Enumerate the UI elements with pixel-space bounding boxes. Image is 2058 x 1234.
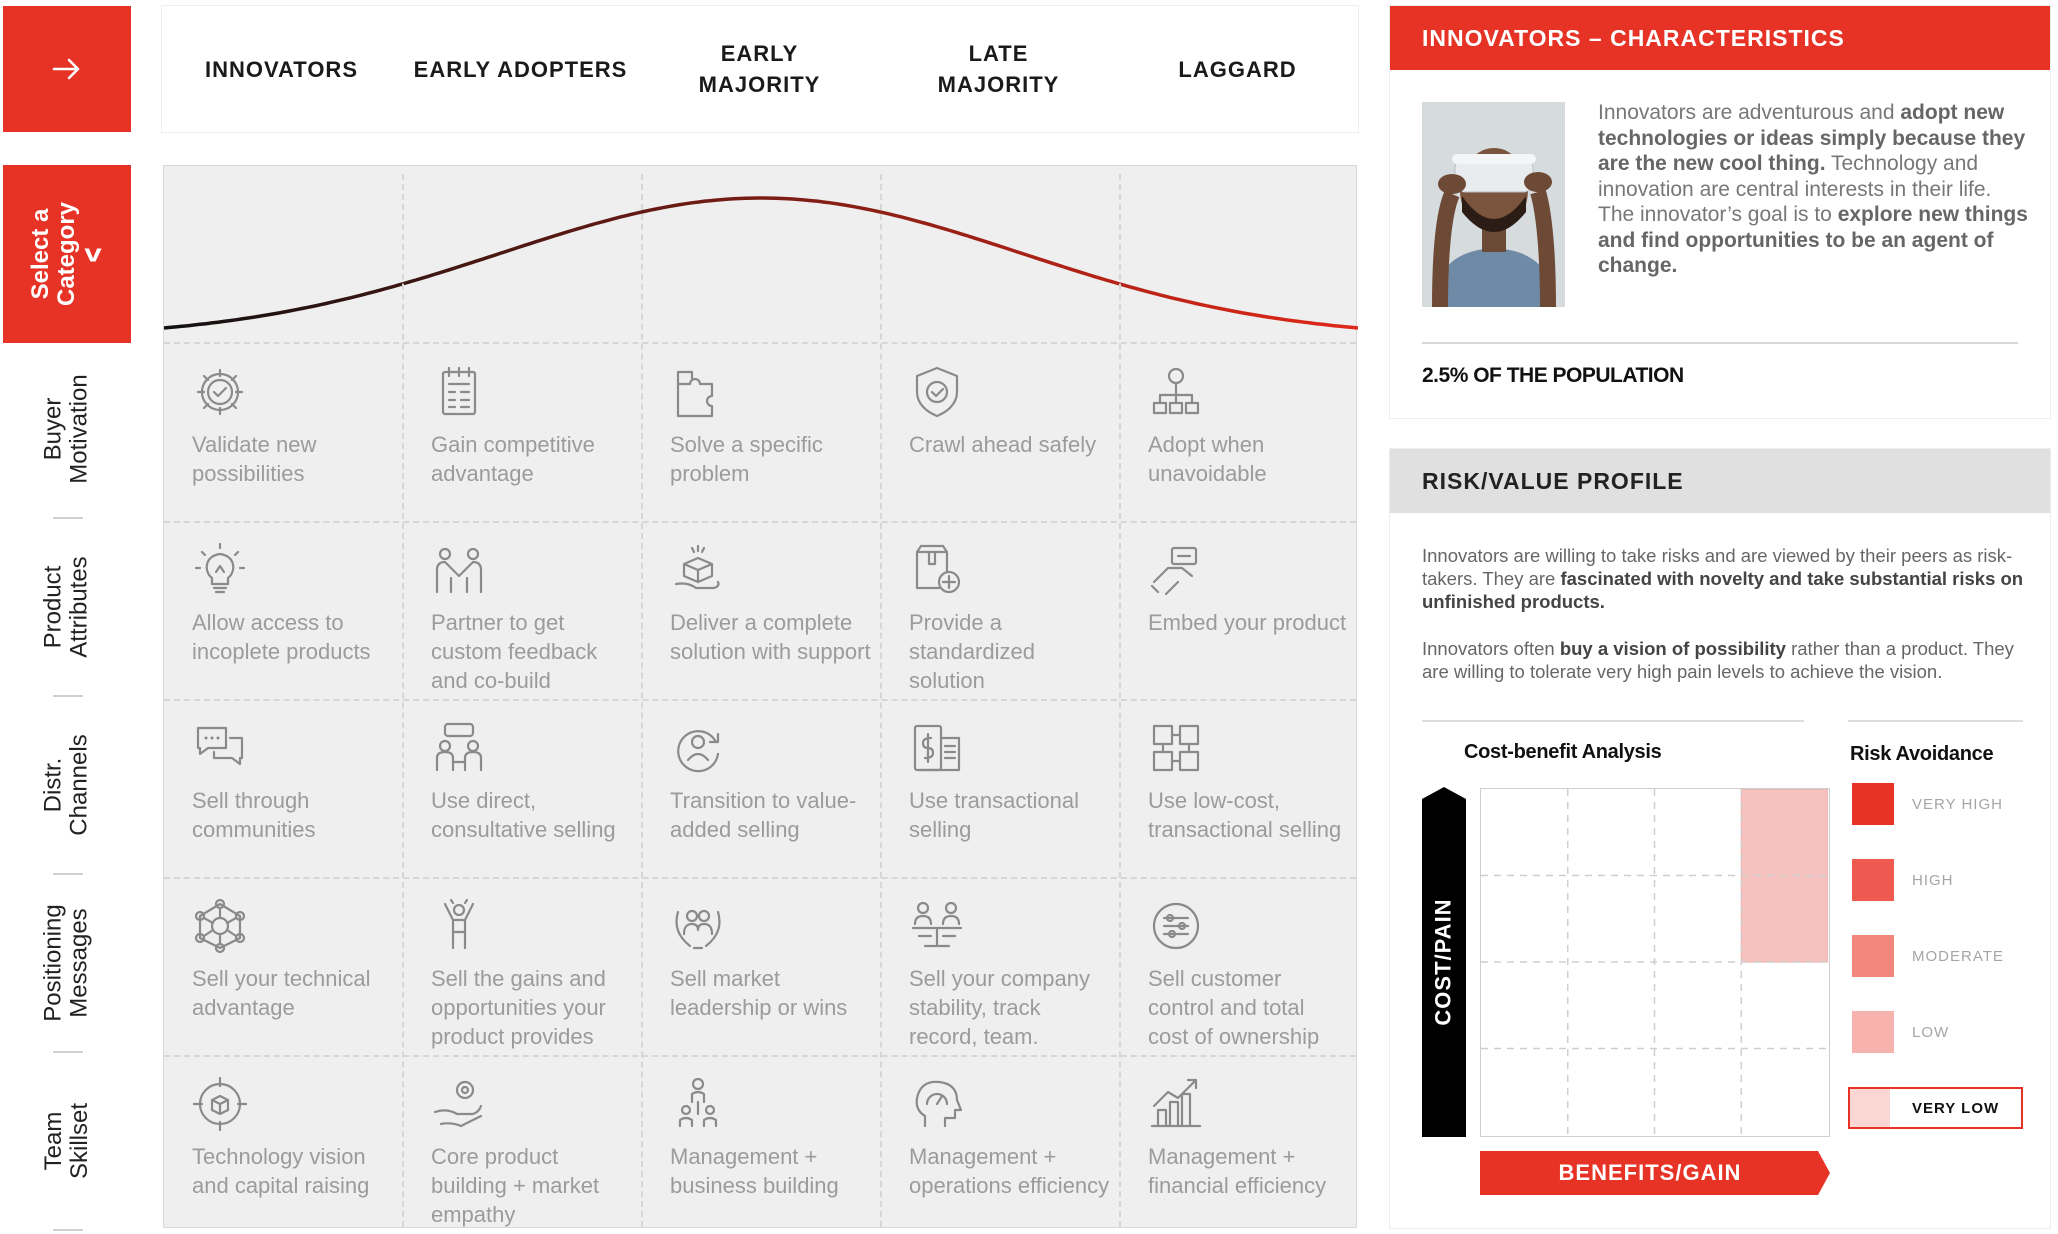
risk-description-1	[1422, 544, 2032, 613]
risk-level-very-low[interactable]	[1848, 1087, 2023, 1129]
gear-check-icon	[192, 364, 248, 420]
chevron-down-icon: v	[84, 240, 102, 268]
column-header-late-majority[interactable]: LATE MAJORITY	[937, 41, 1060, 97]
head-gauge-icon	[909, 1076, 965, 1132]
rail-item-product-attributes[interactable]	[3, 521, 131, 693]
grid-cell-team-skillset-late-majority[interactable]	[881, 1056, 1120, 1234]
rail-item-label: Select a Category v	[27, 201, 102, 307]
risk-avoidance-title: Risk Avoidance	[1850, 743, 1994, 765]
characteristics-description	[1598, 100, 2028, 279]
grid-cell-positioning-messages-innovators[interactable]	[164, 878, 403, 1056]
adoption-grid	[163, 165, 1357, 1228]
risk-level-very-high[interactable]	[1848, 783, 2023, 827]
divider	[53, 1051, 83, 1053]
column-header-early-adopters[interactable]: EARLY ADOPTERS	[413, 56, 628, 82]
rail-item-team-skillset[interactable]	[3, 1055, 131, 1227]
risk-level-label: MODERATE	[1912, 947, 2004, 965]
laurel-people-icon	[670, 898, 726, 954]
grid-cell-text: Deliver a complete solution with support	[670, 610, 871, 664]
risk-level-label: LOW	[1912, 1023, 1950, 1041]
emphasis-text: explore new things and find opportunities to be an agent of change.	[1598, 203, 2028, 277]
rail-item-buyer-motivation[interactable]	[3, 343, 131, 515]
grid-cell-distr-channels-early-adopters[interactable]	[403, 700, 642, 878]
network-gear-icon	[1148, 364, 1204, 420]
grid-cell-positioning-messages-laggard[interactable]	[1120, 878, 1359, 1056]
grid-cell-product-attributes-early-adopters[interactable]	[403, 522, 642, 700]
risk-value-title: RISK/VALUE PROFILE	[1390, 449, 2050, 513]
cost-benefit-title: Cost-benefit Analysis	[1464, 741, 1662, 763]
column-header-early-majority[interactable]: EARLY MAJORITY	[698, 41, 821, 97]
grid-cell-text: Sell through communities	[192, 788, 316, 842]
grid-cell-text: Sell customer control and total cost of ownership	[1148, 966, 1320, 1049]
grid-cell-distr-channels-late-majority[interactable]	[881, 700, 1120, 878]
column-header-innovators[interactable]: INNOVATORS	[204, 56, 358, 82]
grid-cell-positioning-messages-late-majority[interactable]	[881, 878, 1120, 1056]
risk-level-swatch	[1852, 1011, 1894, 1053]
grid-cell-text: Solve a specific problem	[670, 432, 823, 486]
people-pyramid-icon	[670, 1076, 726, 1132]
body-text: Innovators are willing to take risks and are viewed by their peers as risk-takers. They are	[1422, 545, 2013, 589]
grid-cell-distr-channels-innovators[interactable]	[164, 700, 403, 878]
grid-cell-text: Partner to get custom feedback and co-build	[431, 610, 598, 693]
emphasis-text: adopt new technologies or ideas simply because they are the new cool thing.	[1598, 101, 2026, 175]
rail-item-label: Team Skillset	[40, 1102, 93, 1180]
divider	[1848, 720, 2023, 722]
rail-item-label: Positioning Messages	[39, 904, 93, 1022]
grid-cell-text: Sell market leadership or wins	[670, 966, 848, 1020]
grid-cell-text: Allow access to incoplete products	[192, 610, 371, 664]
grid-cell-positioning-messages-early-adopters[interactable]	[403, 878, 642, 1056]
grid-cell-text: Use low-cost, transactional selling	[1148, 788, 1342, 842]
body-text: rather than a product. They are willing to tolerate very high pain levels to achieve the vision.	[1422, 638, 2014, 682]
risk-level-swatch	[1852, 783, 1894, 825]
team-balance-icon	[909, 898, 965, 954]
adoption-bell-curve	[164, 166, 1358, 344]
dashboard-grid-icon	[1148, 720, 1204, 776]
risk-level-label: VERY HIGH	[1912, 795, 2003, 813]
grid-cell-text: Management + business building	[670, 1144, 839, 1198]
embed-hand-icon	[1148, 542, 1204, 598]
arrow-right-icon	[52, 57, 82, 81]
next-arrow-button[interactable]	[3, 6, 131, 132]
target-cube-icon	[192, 1076, 248, 1132]
grid-cell-product-attributes-early-majority[interactable]	[642, 522, 881, 700]
divider	[1422, 720, 1804, 722]
category-rail	[3, 165, 131, 1228]
people-chat-icon	[431, 720, 487, 776]
characteristics-title: INNOVATORS – CHARACTERISTICS	[1390, 6, 2050, 70]
grid-cell-buyer-motivation-laggard[interactable]	[1120, 344, 1359, 522]
grid-cell-text: Core product building + market empathy	[431, 1144, 600, 1227]
grid-cell-team-skillset-early-adopters[interactable]	[403, 1056, 642, 1234]
person-vr-headset-photo	[1422, 102, 1565, 307]
characteristics-panel	[1390, 6, 2050, 418]
grid-cell-text: Sell your technical advantage	[192, 966, 371, 1020]
settings-sliders-icon	[1148, 898, 1204, 954]
grid-cell-text: Management + operations efficiency	[909, 1144, 1110, 1198]
risk-level-high[interactable]	[1848, 859, 2023, 903]
divider	[53, 873, 83, 875]
growth-chart-icon	[1148, 1076, 1204, 1132]
grid-cell-buyer-motivation-early-adopters[interactable]	[403, 344, 642, 522]
grid-cell-distr-channels-laggard[interactable]	[1120, 700, 1359, 878]
grid-cell-text: Use direct, consultative selling	[431, 788, 616, 842]
body-text: Technology and innovation are central interests in their life. The innovator’s goal is to	[1598, 152, 1992, 226]
grid-cell-text: Validate new possibilities	[192, 432, 317, 486]
hand-gear-icon	[431, 1076, 487, 1132]
population-share: 2.5% OF THE POPULATION	[1422, 364, 1684, 387]
risk-level-swatch	[1852, 859, 1894, 901]
emphasis-text: fascinated with novelty and take substantial risks on unfinished products.	[1422, 568, 2024, 612]
network-hub-icon	[192, 898, 248, 954]
grid-cell-buyer-motivation-innovators[interactable]	[164, 344, 403, 522]
grid-cell-buyer-motivation-late-majority[interactable]	[881, 344, 1120, 522]
celebrate-person-icon	[431, 898, 487, 954]
grid-cell-text: Adopt when unavoidable	[1148, 432, 1267, 486]
rail-item-label: Buyer Motivation	[39, 374, 93, 484]
user-cycle-icon	[670, 720, 726, 776]
rail-item-select-a-category[interactable]	[3, 165, 131, 343]
risk-value-panel	[1390, 449, 2050, 1228]
grid-cell-product-attributes-innovators[interactable]	[164, 522, 403, 700]
rail-item-positioning-messages[interactable]	[3, 877, 131, 1049]
risk-level-moderate[interactable]	[1848, 935, 2023, 979]
body-text: Innovators are adventurous and	[1598, 101, 1901, 124]
grid-cell-text: Technology vision and capital raising	[192, 1144, 370, 1198]
chat-bubbles-icon	[192, 720, 248, 776]
divider	[53, 1229, 83, 1231]
emphasis-text: buy a vision of possibility	[1559, 638, 1786, 659]
lightbulb-icon	[192, 542, 248, 598]
grid-cell-team-skillset-innovators[interactable]	[164, 1056, 403, 1234]
grid-cell-product-attributes-late-majority[interactable]	[881, 522, 1120, 700]
risk-description-2	[1422, 637, 2032, 683]
invoice-dollar-icon	[909, 720, 965, 776]
grid-cell-team-skillset-laggard[interactable]	[1120, 1056, 1359, 1234]
cost-benefit-matrix	[1480, 788, 1830, 1137]
grid-cell-text: Sell the gains and opportunities your product provides	[431, 966, 606, 1049]
grid-cell-text: Embed your product	[1148, 610, 1347, 635]
divider	[53, 517, 83, 519]
body-text: Innovators often	[1422, 638, 1560, 659]
grid-cell-text: Gain competitive advantage	[431, 432, 595, 486]
rail-item-label: Product Attributes	[39, 556, 93, 658]
box-plus-icon	[909, 542, 965, 598]
handshake-people-icon	[431, 542, 487, 598]
puzzle-icon	[670, 364, 726, 420]
risk-level-swatch	[1850, 1089, 1890, 1127]
grid-cell-text: Transition to value-added selling	[670, 788, 857, 842]
grid-cell-product-attributes-laggard[interactable]	[1120, 522, 1359, 700]
divider	[1422, 342, 2018, 344]
cost-pain-text: COST/PAIN	[1431, 898, 1456, 1026]
benefits-gain-axis-label: BENEFITS/GAIN	[1558, 1160, 1742, 1185]
risk-level-swatch	[1852, 935, 1894, 977]
grid-cell-distr-channels-early-majority[interactable]	[642, 700, 881, 878]
grid-cell-text: Provide a standardized solution	[909, 610, 1035, 693]
grid-cell-text: Crawl ahead safely	[909, 432, 1097, 457]
cost-pain-axis-label	[1422, 787, 1466, 1137]
rail-item-distr-channels[interactable]	[3, 699, 131, 871]
risk-level-low[interactable]	[1848, 1011, 2023, 1055]
grid-cell-text: Use transactional selling	[909, 788, 1079, 842]
column-header-laggard[interactable]: LAGGARD	[1178, 56, 1297, 82]
risk-level-label: HIGH	[1912, 871, 1954, 889]
grid-cell-positioning-messages-early-majority[interactable]	[642, 878, 881, 1056]
box-hand-icon	[670, 542, 726, 598]
adoption-stage-header	[162, 6, 1358, 132]
grid-cell-text: Sell your company stability, track record, team.	[909, 966, 1090, 1049]
grid-cell-team-skillset-early-majority[interactable]	[642, 1056, 881, 1234]
rail-item-label: Distr. Channels	[40, 734, 93, 836]
clipboard-list-icon	[431, 364, 487, 420]
risk-level-label: VERY LOW	[1912, 1099, 2000, 1117]
grid-cell-buyer-motivation-early-majority[interactable]	[642, 344, 881, 522]
divider	[53, 695, 83, 697]
grid-cell-text: Management + financial efficiency	[1148, 1144, 1327, 1198]
shield-check-icon	[909, 364, 965, 420]
